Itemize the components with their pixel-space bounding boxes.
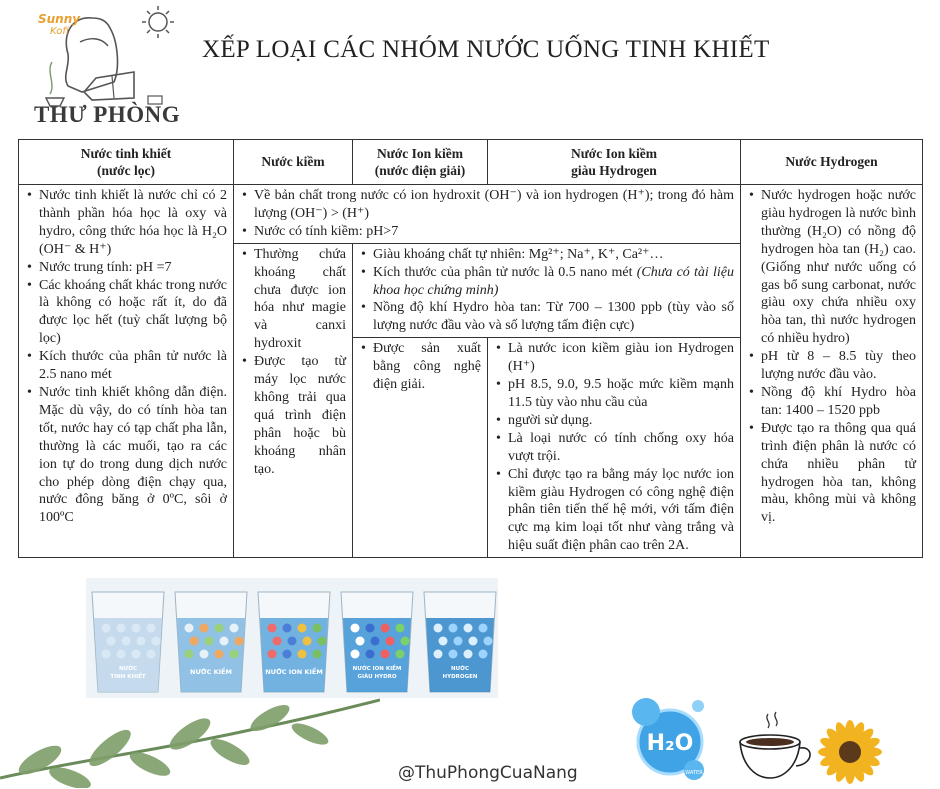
cell-alkaline-water [234,243,353,557]
molecule-dot [220,637,229,646]
molecule-dot [235,637,244,646]
list-item: • người sử dụng. [508,412,734,430]
molecule-dot [132,624,141,633]
glass-label: HYDROGEN [442,674,478,680]
molecule-dot [439,637,448,646]
molecule-dot [303,637,312,646]
molecule-dot [318,637,327,646]
glass-5 [424,592,496,692]
list-item: • pH 8.5, 9.0, 9.5 hoặc mức kiềm mạnh 11.5 tùy vào nhu cầu của [508,376,734,412]
list-item [373,264,734,300]
molecule-dot [351,624,360,633]
molecule-dot [185,624,194,633]
molecule-dot [147,650,156,659]
coffee-cup-icon [734,708,814,784]
list-item: • Được tạo ra thông qua quá trình điện phân là nước có chứa nhiều phân tử hydrogen hòa tan, không màu, không mùi và không vị. [761,420,916,527]
header-hydrogen-water: Nước Hydrogen [741,140,923,185]
list-item: • Được sản xuất bằng công nghệ điện giải. [373,340,481,394]
list-item: • Là loại nước có tính chống oxy hóa vượt trội. [508,430,734,466]
molecule-dot [401,637,410,646]
header-pure-water [19,140,234,185]
molecule-dot [366,624,375,633]
molecule-dot [479,650,488,659]
list-ionized-water [359,340,481,394]
water-glasses-illustration [86,578,498,698]
molecule-dot [454,637,463,646]
molecule-dot [396,624,405,633]
molecule-dot [190,637,199,646]
cell-pure-water [19,185,234,558]
size-note: (Chưa có tài liệu khoa học chứng minh) [373,264,734,298]
h2o-molecule-icon [628,692,714,784]
brand-kofi: Kofi [50,26,69,37]
molecule-dot [152,637,161,646]
glass-label: NƯỚC KIỀM [190,668,232,676]
molecule-dot [351,650,360,659]
list-item: • Về bản chất trong nước có ion hydroxit (OH⁻) và ion hydrogen (H⁺); trong đó hàm lượng (OH⁻) > (H⁺) [254,187,734,223]
glass-label: TINH KHIẾT [110,674,146,680]
glass-4 [341,592,413,692]
molecule-dot [283,624,292,633]
glass-3 [258,592,330,692]
molecule-dot [200,624,209,633]
header-hydrogen-rich-ionized [488,140,741,185]
list-item: • Kích thước của phân tử nước là 2.5 nano mét [39,348,227,384]
cell-shared-ion [353,243,741,338]
molecule-dot [464,650,473,659]
molecule-dot [185,650,194,659]
list-item: • Được tạo từ máy lọc nước không trải qua quá trình điện phân hoặc bù khoáng nhân tạo. [254,353,346,478]
molecule-dot [137,637,146,646]
molecule-dot [268,624,277,633]
list-item: • Nước hydrogen hoặc nước giàu hydrogen là nước bình thường (H₂O) có nồng độ hydrogen hòa tan (H₂) cao. (Giống như nước uống có gas bổ sung carbonat, nước giàu oxy chứa nhiều oxy hòa tan, thì nước hydrogen có nhiều hydro) [761,187,916,348]
header-pure-water-line2: (nước lọc) [97,163,155,178]
list-item: • Các khoáng chất khác trong nước là không có hoặc rất ít, do đã được lọc hết (tuỳ chất lượng bộ lọc) [39,277,227,349]
list-hydrogen-rich-ionized [494,340,734,555]
molecule-dot [147,624,156,633]
sunflower-icon [818,720,882,784]
leaf-branch-illustration [0,690,380,788]
molecule-dot [469,637,478,646]
header-hydrogen-rich-line1: Nước Ion kiềm [570,145,658,161]
h2o-small-label: WATER [685,770,703,776]
molecule-dot [230,624,239,633]
molecule-dot [449,650,458,659]
glass-label: GIÀU HYDRO [357,674,397,680]
header-hydrogen-rich-line2: giàu Hydrogen [571,163,657,178]
list-item: • Thường chứa khoáng chất chưa được ion hóa như magie và canxi hydroxit [254,246,346,353]
molecule-dot [288,637,297,646]
list-shared-ion [359,246,734,336]
molecule-dot [313,624,322,633]
header-alkaline-water: Nước kiềm [234,140,353,185]
molecule-dot [268,650,277,659]
molecule-dot [215,650,224,659]
glass-label: NƯỚC ION KIỀM [265,668,323,676]
molecule-dot [298,650,307,659]
molecule-dot [102,624,111,633]
glass-1 [92,592,164,692]
header-pure-water-line1: Nước tinh khiết [80,145,172,161]
row-shared-alkaline [19,185,923,244]
brand-sunny: Sunny [38,12,81,26]
glass-label: NƯỚC [118,666,138,672]
list-item: • Chỉ được tạo ra bằng máy lọc nước ion kiềm giàu Hydrogen có công nghệ điện phân tiên tiến thế hệ mới, với tấm điện cực mạ kim loại tốt như vàng trắng và hiệu suất điện phân cao trên 2A. [508,466,734,556]
molecule-dot [381,650,390,659]
molecule-dot [132,650,141,659]
glass-2 [175,592,247,692]
header-ionized-water [353,140,488,185]
molecule-dot [386,637,395,646]
page-title: XẾP LOẠI CÁC NHÓM NƯỚC UỐNG TINH KHIẾT [202,36,770,63]
list-alkaline-water [240,246,346,479]
glass-label: NƯỚC [450,666,470,672]
list-pure-water [25,187,227,527]
molecule-dot [102,650,111,659]
brand-name: THƯ PHÒNG [34,102,181,127]
molecule-dot [283,650,292,659]
list-item: • Nước tinh khiết không dẫn điện. Mặc dù vậy, do có tính hòa tan tốt, nước hay có tạp chất pha lẫn, thường là các muối, tạo ra các ion tự do trong dung dịch nước cho phép dòng điện chạy qua, nước đông băng ở 0ºC, sôi ở 100ºC [39,384,227,527]
size-text: Kích thước của phân tử nước là 0.5 nano mét [373,264,633,280]
molecule-dot [298,624,307,633]
molecule-dot [313,650,322,659]
cell-hydrogen-rich-ionized [488,338,741,558]
molecule-dot [117,624,126,633]
molecule-dot [371,637,380,646]
header-ionized-line2: (nước điện giải) [374,163,466,178]
list-hydrogen-water [747,187,916,527]
molecule-dot [366,650,375,659]
list-item: • Nước tinh khiết là nước chỉ có 2 thành phần hóa học là oxy và hydro, công thức hóa học là H₂O (OH⁻ & H⁺) [39,187,227,259]
h2o-label: H₂O [646,731,694,756]
molecule-dot [205,637,214,646]
molecule-dot [434,624,443,633]
comparison-table [18,139,923,558]
molecule-dot [479,624,488,633]
list-item: • Nồng độ khí Hydro hòa tan: 1400 – 1520 ppb [761,384,916,420]
molecule-dot [449,624,458,633]
molecule-dot [464,624,473,633]
list-item: • Nước trung tính: pH =7 [39,259,227,277]
molecule-dot [356,637,365,646]
list-item: • Nước có tính kiềm: pH>7 [254,223,734,241]
cell-hydrogen-water [741,185,923,558]
cell-shared-alkaline [234,185,741,244]
header-ionized-line1: Nước Ion kiềm [376,145,464,161]
molecule-dot [107,637,116,646]
list-item: • pH từ 8 – 8.5 tùy theo lượng nước đầu vào. [761,348,916,384]
molecule-dot [396,650,405,659]
glass-label: NƯỚC ION KIỀM [352,666,402,672]
header-row [19,140,923,185]
list-shared-alkaline [240,187,734,241]
list-item: • Nồng độ khí Hydro hòa tan: Từ 700 – 1300 ppb (tùy vào số lượng nước đầu vào và số lượng tấm điện cực) [373,299,734,335]
cell-ionized-water [353,338,488,558]
molecule-dot [484,637,493,646]
molecule-dot [381,624,390,633]
molecule-dot [117,650,126,659]
molecule-dot [200,650,209,659]
molecule-dot [122,637,131,646]
molecule-dot [273,637,282,646]
list-item: • Là nước icon kiềm giàu ion Hydrogen (H⁺) [508,340,734,376]
molecule-dot [230,650,239,659]
brand-logo [22,2,182,130]
social-handle: @ThuPhongCuaNang [398,763,578,783]
list-item: • Giàu khoáng chất tự nhiên: Mg²⁺; Na⁺, K⁺, Ca²⁺… [373,246,734,264]
molecule-dot [434,650,443,659]
molecule-dot [215,624,224,633]
